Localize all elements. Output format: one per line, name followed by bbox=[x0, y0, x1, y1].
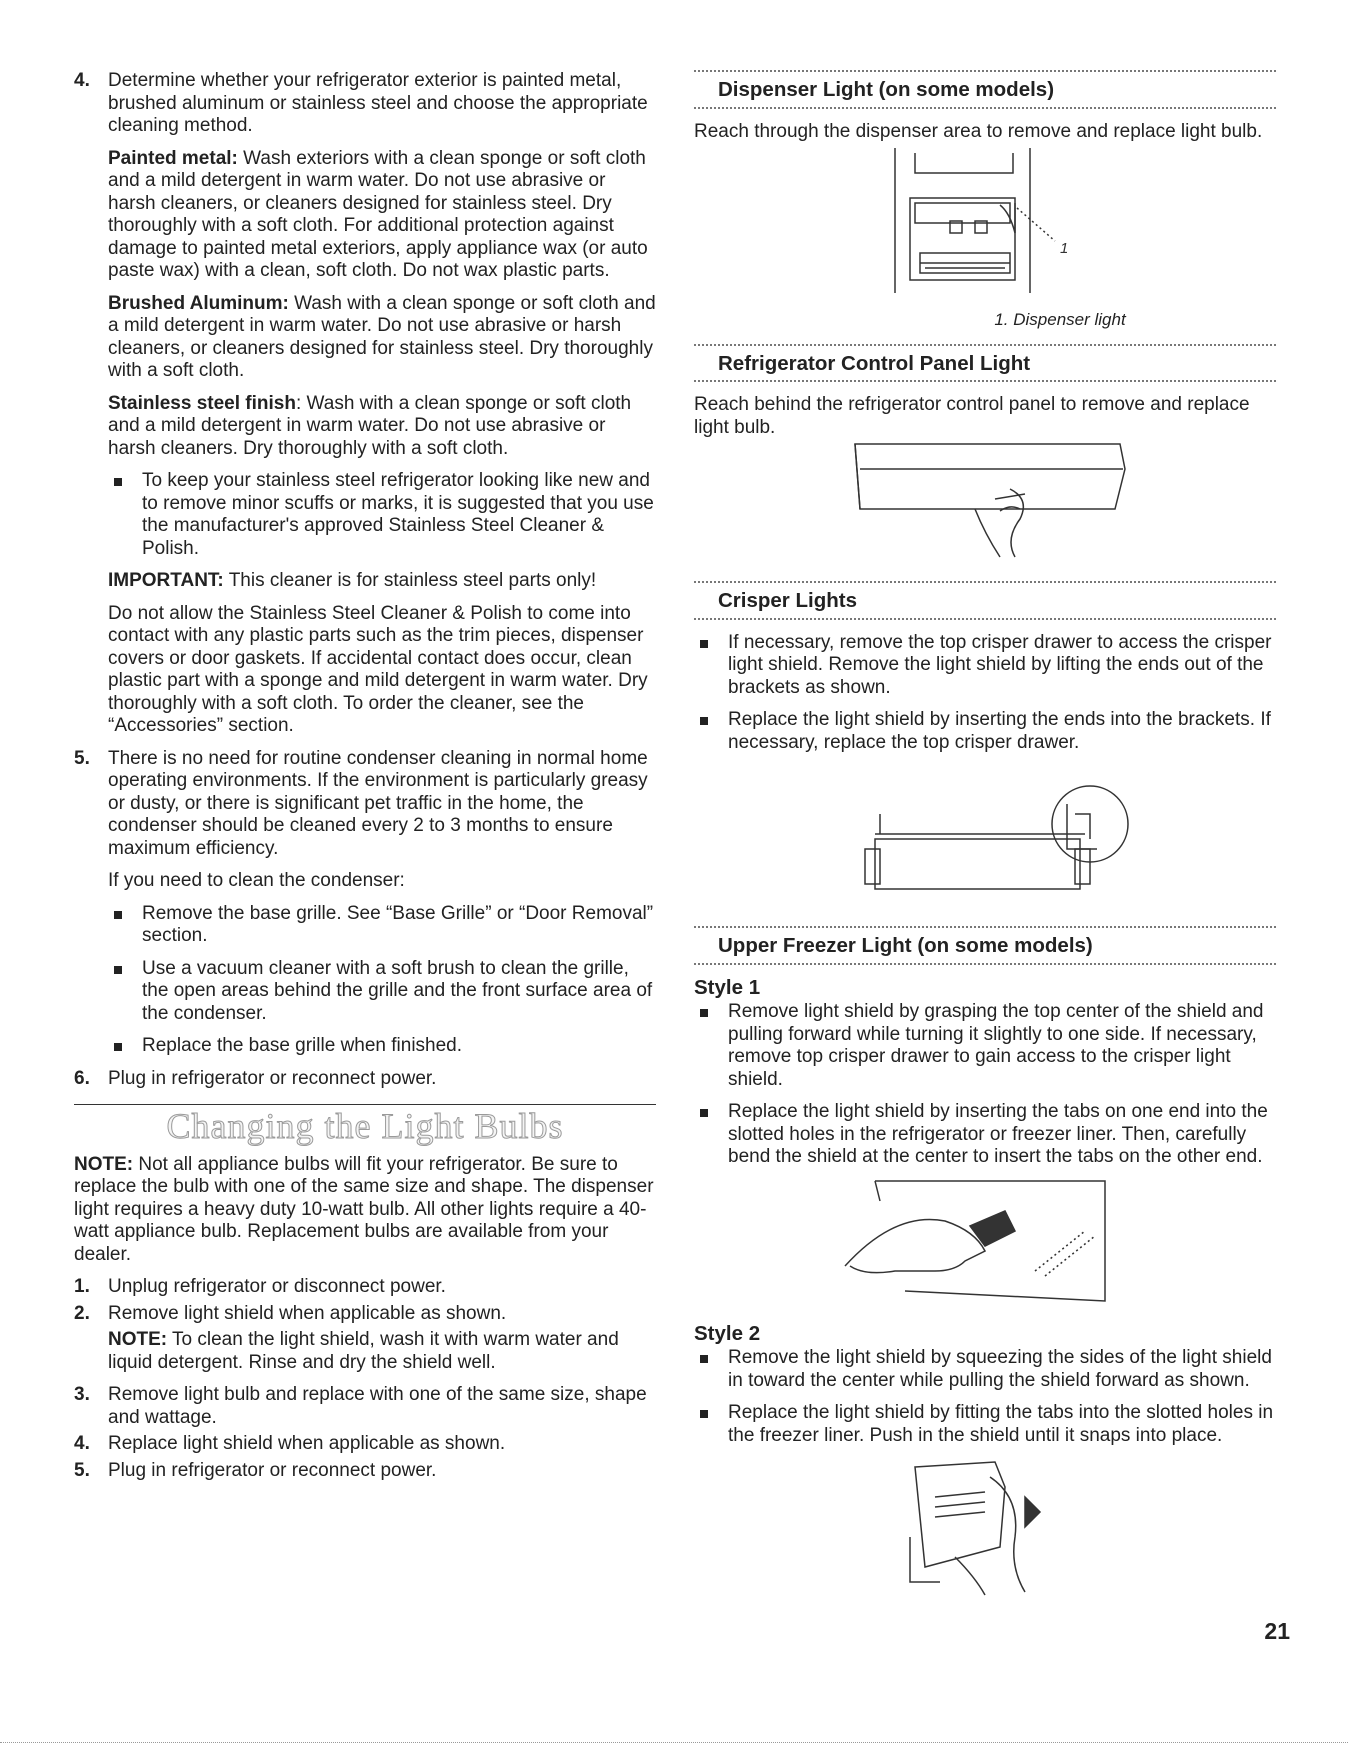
step-text: Unplug refrigerator or disconnect power. bbox=[108, 1276, 446, 1297]
section-title: Changing the Light Bulbs bbox=[166, 1106, 564, 1146]
bulb-step-5 bbox=[74, 1460, 656, 1483]
step-number: 4. bbox=[74, 1433, 90, 1454]
dispenser-illustration bbox=[875, 143, 1095, 303]
step-number: 3. bbox=[74, 1384, 90, 1405]
note-text: Not all appliance bulbs will fit your refrigerator. Be sure to replace the bulb with one of the same size and shape. The dispenser light requires a heavy duty 10-watt bulb. All other lights require a 40-watt appliance bulb. Replacement bulbs are available from your dealer. bbox=[74, 1153, 654, 1265]
right-column bbox=[694, 70, 1276, 1609]
callout-number: 1 bbox=[1060, 240, 1069, 257]
stainless-paragraph bbox=[108, 393, 656, 461]
brushed-aluminum-label: Brushed Aluminum: bbox=[108, 292, 289, 314]
control-panel-text: Reach behind the refrigerator control panel to remove and replace light bulb. bbox=[694, 394, 1250, 438]
step-number: 2. bbox=[74, 1302, 90, 1324]
bullet-text: Remove the light shield by squeezing the sides of the light shield in toward the center while pulling the shield forward as shown. bbox=[728, 1347, 1272, 1391]
brushed-aluminum-paragraph bbox=[108, 293, 656, 383]
step-number: 6. bbox=[74, 1067, 90, 1089]
stainless-bullet bbox=[108, 470, 656, 560]
dispenser-light-figure bbox=[875, 143, 1095, 303]
stainless-label: Stainless steel finish bbox=[108, 392, 296, 414]
bullet-text: Replace the light shield by inserting the ends into the brackets. If necessary, replace the top crisper drawer. bbox=[728, 709, 1271, 753]
step-4 bbox=[74, 70, 656, 138]
crisper-bullet bbox=[694, 709, 1276, 754]
note-paragraph bbox=[74, 1154, 656, 1267]
important-text: This cleaner is for stainless steel parts only! bbox=[228, 570, 597, 591]
style-2-heading: Style 2 bbox=[694, 1321, 761, 1345]
step-6 bbox=[74, 1068, 656, 1091]
crisper-illustration bbox=[835, 764, 1135, 914]
important-label: IMPORTANT: bbox=[108, 570, 224, 591]
style-1-illustration bbox=[835, 1171, 1135, 1311]
stainless-bullet-text: To keep your stainless steel refrigerator looking like new and to remove minor scuffs or marks, it is suggested that you use the manufacturer's approved Stainless Steel Cleaner & Polish. bbox=[142, 470, 654, 559]
step-number: 4. bbox=[74, 70, 90, 91]
bullet-text: Replace the light shield by fitting the tabs into the slotted holes in the freezer liner. Push in the shield until it snaps into place. bbox=[728, 1402, 1274, 1446]
dispenser-light-text: Reach through the dispenser area to remove and replace light bulb. bbox=[694, 120, 1263, 142]
painted-metal-paragraph bbox=[108, 148, 656, 283]
freezer-light-heading: Upper Freezer Light (on some models) bbox=[694, 926, 1276, 965]
style-1-heading: Style 1 bbox=[694, 975, 761, 999]
note-label: NOTE: bbox=[74, 1153, 134, 1175]
bulb-step-1 bbox=[74, 1276, 656, 1299]
condenser-bullet bbox=[108, 958, 656, 1026]
step-text: Replace light shield when applicable as shown. bbox=[108, 1433, 506, 1454]
bullet-text: If necessary, remove the top crisper drawer to access the crisper light shield. Remove the light shield by lifting the ends out of the brackets as shown. bbox=[728, 631, 1272, 698]
note-label: NOTE: bbox=[108, 1329, 168, 1350]
step-text: Remove light shield when applicable as shown. bbox=[108, 1302, 507, 1324]
crisper-lights-heading: Crisper Lights bbox=[694, 581, 1276, 620]
crisper-light-figure bbox=[835, 764, 1135, 914]
style-2-figure bbox=[885, 1457, 1085, 1597]
style-2-illustration bbox=[885, 1457, 1085, 1597]
style-2-bullet bbox=[694, 1402, 1276, 1447]
step-text: Plug in refrigerator or reconnect power. bbox=[108, 1459, 437, 1481]
bullet-text: Remove the base grille. See “Base Grille” or “Door Removal” section. bbox=[142, 902, 654, 946]
bullet-text: Remove light shield by grasping the top center of the shield and pulling forward while turning it slightly to one side. If necessary, remove top crisper drawer to gain access to the crisper light shield. bbox=[728, 1001, 1264, 1090]
page-number: 21 bbox=[1264, 1618, 1290, 1644]
section-divider bbox=[74, 1104, 656, 1105]
condenser-instructions bbox=[74, 870, 656, 1058]
step-number: 5. bbox=[74, 747, 90, 769]
step-number: 1. bbox=[74, 1276, 90, 1297]
dispenser-caption: 1. Dispenser light bbox=[994, 310, 1126, 329]
bullet-text: Replace the light shield by inserting the tabs on one end into the slotted holes in the refrigerator or freezer liner. Then, carefully bend the shield at the center to insert the tabs on the other end. bbox=[728, 1101, 1268, 1167]
bulb-step-3 bbox=[74, 1384, 656, 1429]
brushed-aluminum-text: Wash with a clean sponge or soft cloth and a mild detergent in warm water. Do not use abrasive or harsh cleaners, or cleaners designed for stainless steel. Dry thoroughly with a soft cloth. bbox=[108, 292, 656, 381]
painted-metal-label: Painted metal: bbox=[108, 147, 238, 169]
step2-note bbox=[74, 1329, 656, 1374]
crisper-bullet bbox=[694, 632, 1276, 700]
style-1-figure bbox=[835, 1171, 1135, 1311]
style-1-bullet bbox=[694, 1101, 1276, 1169]
condenser-bullet bbox=[108, 903, 656, 948]
bulb-step-4 bbox=[74, 1433, 656, 1456]
painted-metal-text: Wash exteriors with a clean sponge or soft cloth and a mild detergent in warm water. Do not use abrasive or harsh cleaners, or cleaners designed for stainless steel. Dry thoroughly with a soft cloth. For additional protection against damage to painted metal exteriors, apply appliance wax (or auto paste wax) with a clean, soft cloth. Do not wax plastic parts. bbox=[108, 147, 648, 281]
control-panel-illustration bbox=[825, 439, 1145, 569]
bulb-step-2 bbox=[74, 1303, 656, 1326]
dispenser-light-heading: Dispenser Light (on some models) bbox=[694, 70, 1276, 109]
step-text: Determine whether your refrigerator exterior is painted metal, brushed aluminum or stainless steel and choose the appropriate cleaning method. bbox=[108, 70, 648, 136]
style-1-bullet bbox=[694, 1001, 1276, 1091]
bullet-text: Replace the base grille when finished. bbox=[142, 1035, 463, 1056]
step-5 bbox=[74, 748, 656, 861]
step-text: Remove light bulb and replace with one of the same size, shape and wattage. bbox=[108, 1384, 647, 1428]
step-number: 5. bbox=[74, 1459, 90, 1481]
control-panel-figure bbox=[825, 439, 1145, 569]
condenser-bullet bbox=[108, 1035, 656, 1058]
note-text: To clean the light shield, wash it with warm water and liquid detergent. Rinse and dry the shield well. bbox=[108, 1329, 619, 1373]
step-text: Plug in refrigerator or reconnect power. bbox=[108, 1067, 437, 1089]
step-text: There is no need for routine condenser cleaning in normal home operating environments. If the environment is particularly greasy or dusty, or there is significant pet traffic in the home, the condenser should be cleaned every 2 to 3 months to ensure maximum efficiency. bbox=[108, 747, 648, 859]
bottom-rule bbox=[0, 1742, 1348, 1743]
bullet-text: Use a vacuum cleaner with a soft brush to clean the grille, the open areas behind the grille and the front surface area of the condenser. bbox=[142, 957, 653, 1024]
contact-paragraph: Do not allow the Stainless Steel Cleaner & Polish to come into contact with any plastic parts such as the trim pieces, dispenser covers or door gaskets. If accidental contact does occur, clean plastic part with a sponge and mild detergent in warm water. Dry thoroughly with a soft cloth. To order the cleaner, see the “Accessories” section. bbox=[108, 602, 648, 736]
left-column bbox=[74, 70, 656, 1486]
stainless-text: : Wash with a clean sponge or soft cloth and a mild detergent in warm water. Do not use abrasive or harsh cleaners. Dry thoroughly with a soft cloth. bbox=[108, 392, 632, 459]
condenser-intro: If you need to clean the condenser: bbox=[108, 870, 405, 891]
finish-methods bbox=[74, 148, 656, 738]
control-panel-heading: Refrigerator Control Panel Light bbox=[694, 344, 1276, 383]
important-paragraph bbox=[108, 570, 656, 593]
style-2-bullet bbox=[694, 1347, 1276, 1392]
